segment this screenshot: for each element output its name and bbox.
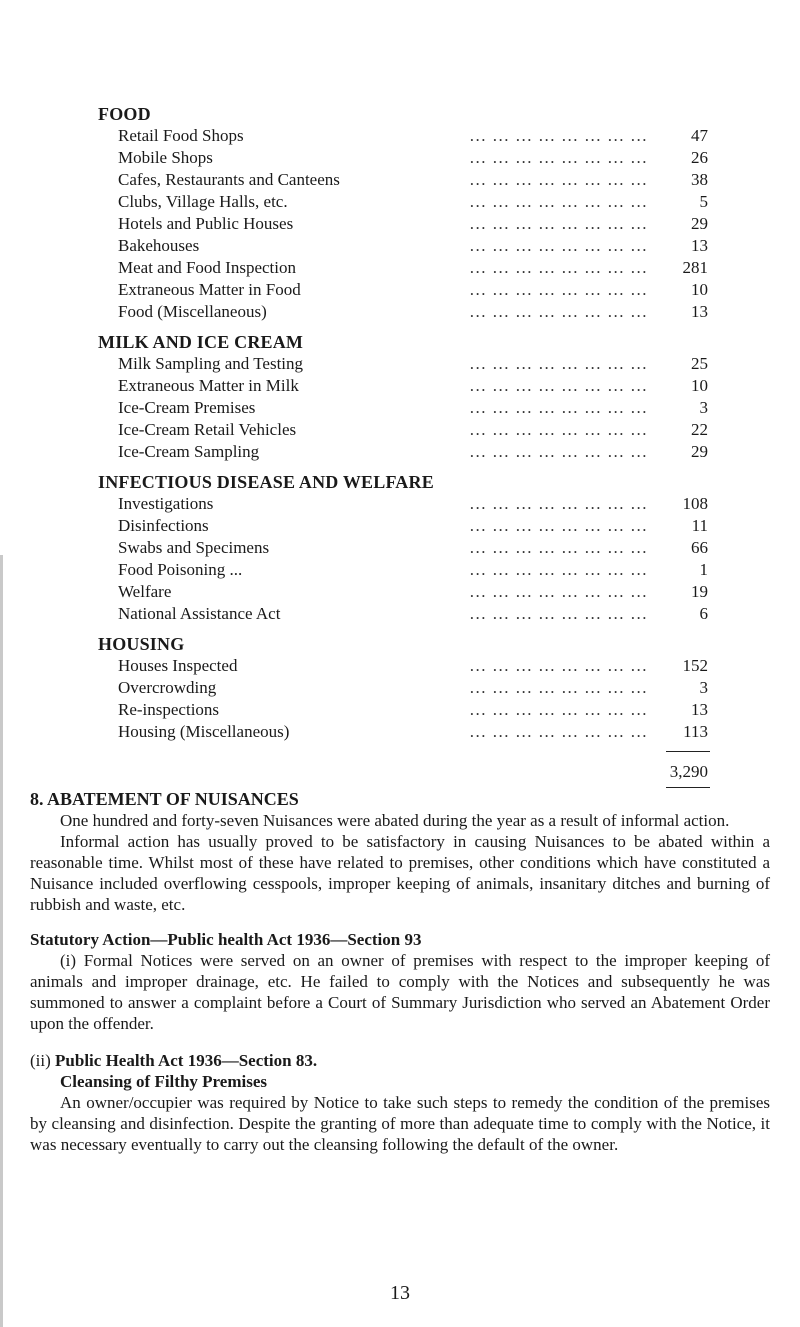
table-row: Swabs and Specimens ... ... ... ... ... ... ... ... 66: [118, 538, 708, 557]
row-value: 11: [662, 515, 708, 537]
row-value: 10: [662, 375, 708, 397]
row-value: 6: [662, 603, 708, 625]
row-value: 1: [662, 559, 708, 581]
paragraph: One hundred and forty-seven Nuisances were abated during the year as a result of informal action.: [60, 811, 730, 830]
abatement-section: [30, 788, 770, 1155]
section-food: [98, 103, 710, 323]
row-label: Ice-Cream Premises: [118, 398, 261, 417]
row-value: 29: [662, 213, 708, 235]
table-row: Ice-Cream Premises ... ... ... ... ... ... ... ... 3: [118, 398, 708, 417]
row-label: Houses Inspected: [118, 656, 243, 675]
row-label: Meat and Food Inspection: [118, 258, 302, 277]
table-row: Extraneous Matter in Milk ... ... ... ... ... ... ... ... 10: [118, 376, 708, 395]
section-infectious-disease: [98, 471, 710, 625]
table-row: Milk Sampling and Testing ... ... ... ... ... ... ... ... 25: [118, 354, 708, 373]
row-label: Extraneous Matter in Milk: [118, 376, 305, 395]
table-row: Clubs, Village Halls, etc. ... ... ... ... ... ... ... ... 5: [118, 192, 708, 211]
section-milk-ice-cream: [98, 331, 710, 463]
row-value: 66: [662, 537, 708, 559]
item-ii-subheading: Cleansing of Filthy Premises: [60, 1072, 267, 1091]
row-label: Ice-Cream Sampling: [118, 442, 265, 461]
item-i: (i) Formal Notices were served on an owner of premises with respect to the improper keeping of animals and improper drainage, etc. He failed to comply with the Notices and subsequently he was summoned to answer a complaint before a Court of Summary Jurisdiction who served an Abatement Order upon the offender.: [30, 951, 770, 1033]
row-value: 38: [662, 169, 708, 191]
row-label: Food Poisoning ...: [118, 560, 248, 579]
row-value: 29: [662, 441, 708, 463]
item-ii-heading-line: [30, 1050, 770, 1071]
table-row: Retail Food Shops ... ... ... ... ... ... ... ... 47: [118, 126, 708, 145]
row-value: 22: [662, 419, 708, 441]
row-label: Bakehouses: [118, 236, 205, 255]
row-value: 3: [662, 397, 708, 419]
row-value: 19: [662, 581, 708, 603]
table-row: Hotels and Public Houses ... ... ... ... ... ... ... ... 29: [118, 214, 708, 233]
row-label: Ice-Cream Retail Vehicles: [118, 420, 302, 439]
row-value: 13: [662, 699, 708, 721]
section-heading: 8. ABATEMENT OF NUISANCES: [30, 789, 299, 809]
table-row: Mobile Shops ... ... ... ... ... ... ... ... 26: [118, 148, 708, 167]
section-heading: FOOD: [98, 104, 151, 124]
item-number: (ii): [30, 1051, 56, 1070]
statutory-heading: Statutory Action—Public health Act 1936—Section 93: [30, 930, 422, 949]
table-row: Cafes, Restaurants and Canteens ... ... ... ... ... ... ... ... 38: [118, 170, 708, 189]
row-value: 5: [662, 191, 708, 213]
row-value: 113: [662, 721, 708, 743]
table-row: Overcrowding ... ... ... ... ... ... ... ... 3: [118, 678, 708, 697]
row-value: 10: [662, 279, 708, 301]
row-label: Cafes, Restaurants and Canteens: [118, 170, 346, 189]
page-number: 13: [390, 1282, 410, 1304]
row-value: 3: [662, 677, 708, 699]
table-row: Houses Inspected ... ... ... ... ... ... ... ... 152: [118, 656, 708, 675]
row-value: 13: [662, 235, 708, 257]
row-label: Swabs and Specimens: [118, 538, 275, 557]
row-label: Re-inspections: [118, 700, 225, 719]
row-label: Extraneous Matter in Food: [118, 280, 307, 299]
scan-edge-line: [0, 555, 3, 1327]
paragraph: Informal action has usually proved to be satisfactory in causing Nuisances to be abated within a reasonable time. Whilst most of these have related to premises, other conditions which have constituted a Nuisance included overflowing cesspools, improper keeping of animals, insanitary ditches and burning of rubbish and waste, etc.: [30, 832, 770, 914]
row-label: Milk Sampling and Testing: [118, 354, 309, 373]
row-label: Welfare: [118, 582, 177, 601]
row-label: Housing (Miscellaneous): [118, 722, 295, 741]
row-label: Disinfections: [118, 516, 215, 535]
table-row: Welfare ... ... ... ... ... ... ... ... 19: [118, 582, 708, 601]
row-value: 108: [662, 493, 708, 515]
table-row: Investigations ... ... ... ... ... ... ... ... 108: [118, 494, 708, 513]
row-label: Hotels and Public Houses: [118, 214, 299, 233]
row-label: Clubs, Village Halls, etc.: [118, 192, 294, 211]
grand-total: [98, 747, 710, 791]
row-label: Retail Food Shops: [118, 126, 250, 145]
row-value: 47: [662, 125, 708, 147]
table-row: Meat and Food Inspection ... ... ... ... ... ... ... ... 281: [118, 258, 708, 277]
section-housing: [98, 633, 710, 743]
row-value: 152: [662, 655, 708, 677]
table-row: Food Poisoning ... ... ... ... ... ... ... ... ... 1: [118, 560, 708, 579]
row-value: 25: [662, 353, 708, 375]
section-heading: HOUSING: [98, 634, 185, 654]
row-label: Food (Miscellaneous): [118, 302, 273, 321]
row-label: National Assistance Act: [118, 604, 286, 623]
table-row: Disinfections ... ... ... ... ... ... ... ... 11: [118, 516, 708, 535]
row-value: 281: [662, 257, 708, 279]
row-value: 13: [662, 301, 708, 323]
table-row: Ice-Cream Sampling ... ... ... ... ... ... ... ... 29: [118, 442, 708, 461]
row-label: Mobile Shops: [118, 148, 219, 167]
item-ii-heading: Public Health Act 1936—Section 83.: [55, 1051, 318, 1070]
section-heading: MILK AND ICE CREAM: [98, 332, 304, 352]
table-row: Bakehouses ... ... ... ... ... ... ... ... 13: [118, 236, 708, 255]
row-value: 26: [662, 147, 708, 169]
table-row: Food (Miscellaneous) ... ... ... ... ... ... ... ... 13: [118, 302, 708, 321]
total-value: 3,290: [669, 762, 708, 781]
table-row: Ice-Cream Retail Vehicles ... ... ... ... ... ... ... ... 22: [118, 420, 708, 439]
table-row: Re-inspections ... ... ... ... ... ... ... ... 13: [118, 700, 708, 719]
row-label: Overcrowding: [118, 678, 222, 697]
item-ii-text: An owner/occupier was required by Notice to take such steps to remedy the condition of the premises by cleansing and disinfection. Despite the granting of more than adequate time to comply with the Notice, it was necessary eventually to carry out the cleansing following the default of the owner.: [30, 1093, 770, 1154]
total-rule-top: [666, 751, 710, 752]
section-heading: INFECTIOUS DISEASE AND WELFARE: [98, 472, 434, 492]
table-row: Extraneous Matter in Food ... ... ... ... ... ... ... ... 10: [118, 280, 708, 299]
table-row: National Assistance Act ... ... ... ... ... ... ... ... 6: [118, 604, 708, 623]
inspection-tables: [98, 103, 710, 791]
row-label: Investigations: [118, 494, 219, 513]
table-row: Housing (Miscellaneous) ... ... ... ... ... ... ... ... 113: [118, 722, 708, 741]
